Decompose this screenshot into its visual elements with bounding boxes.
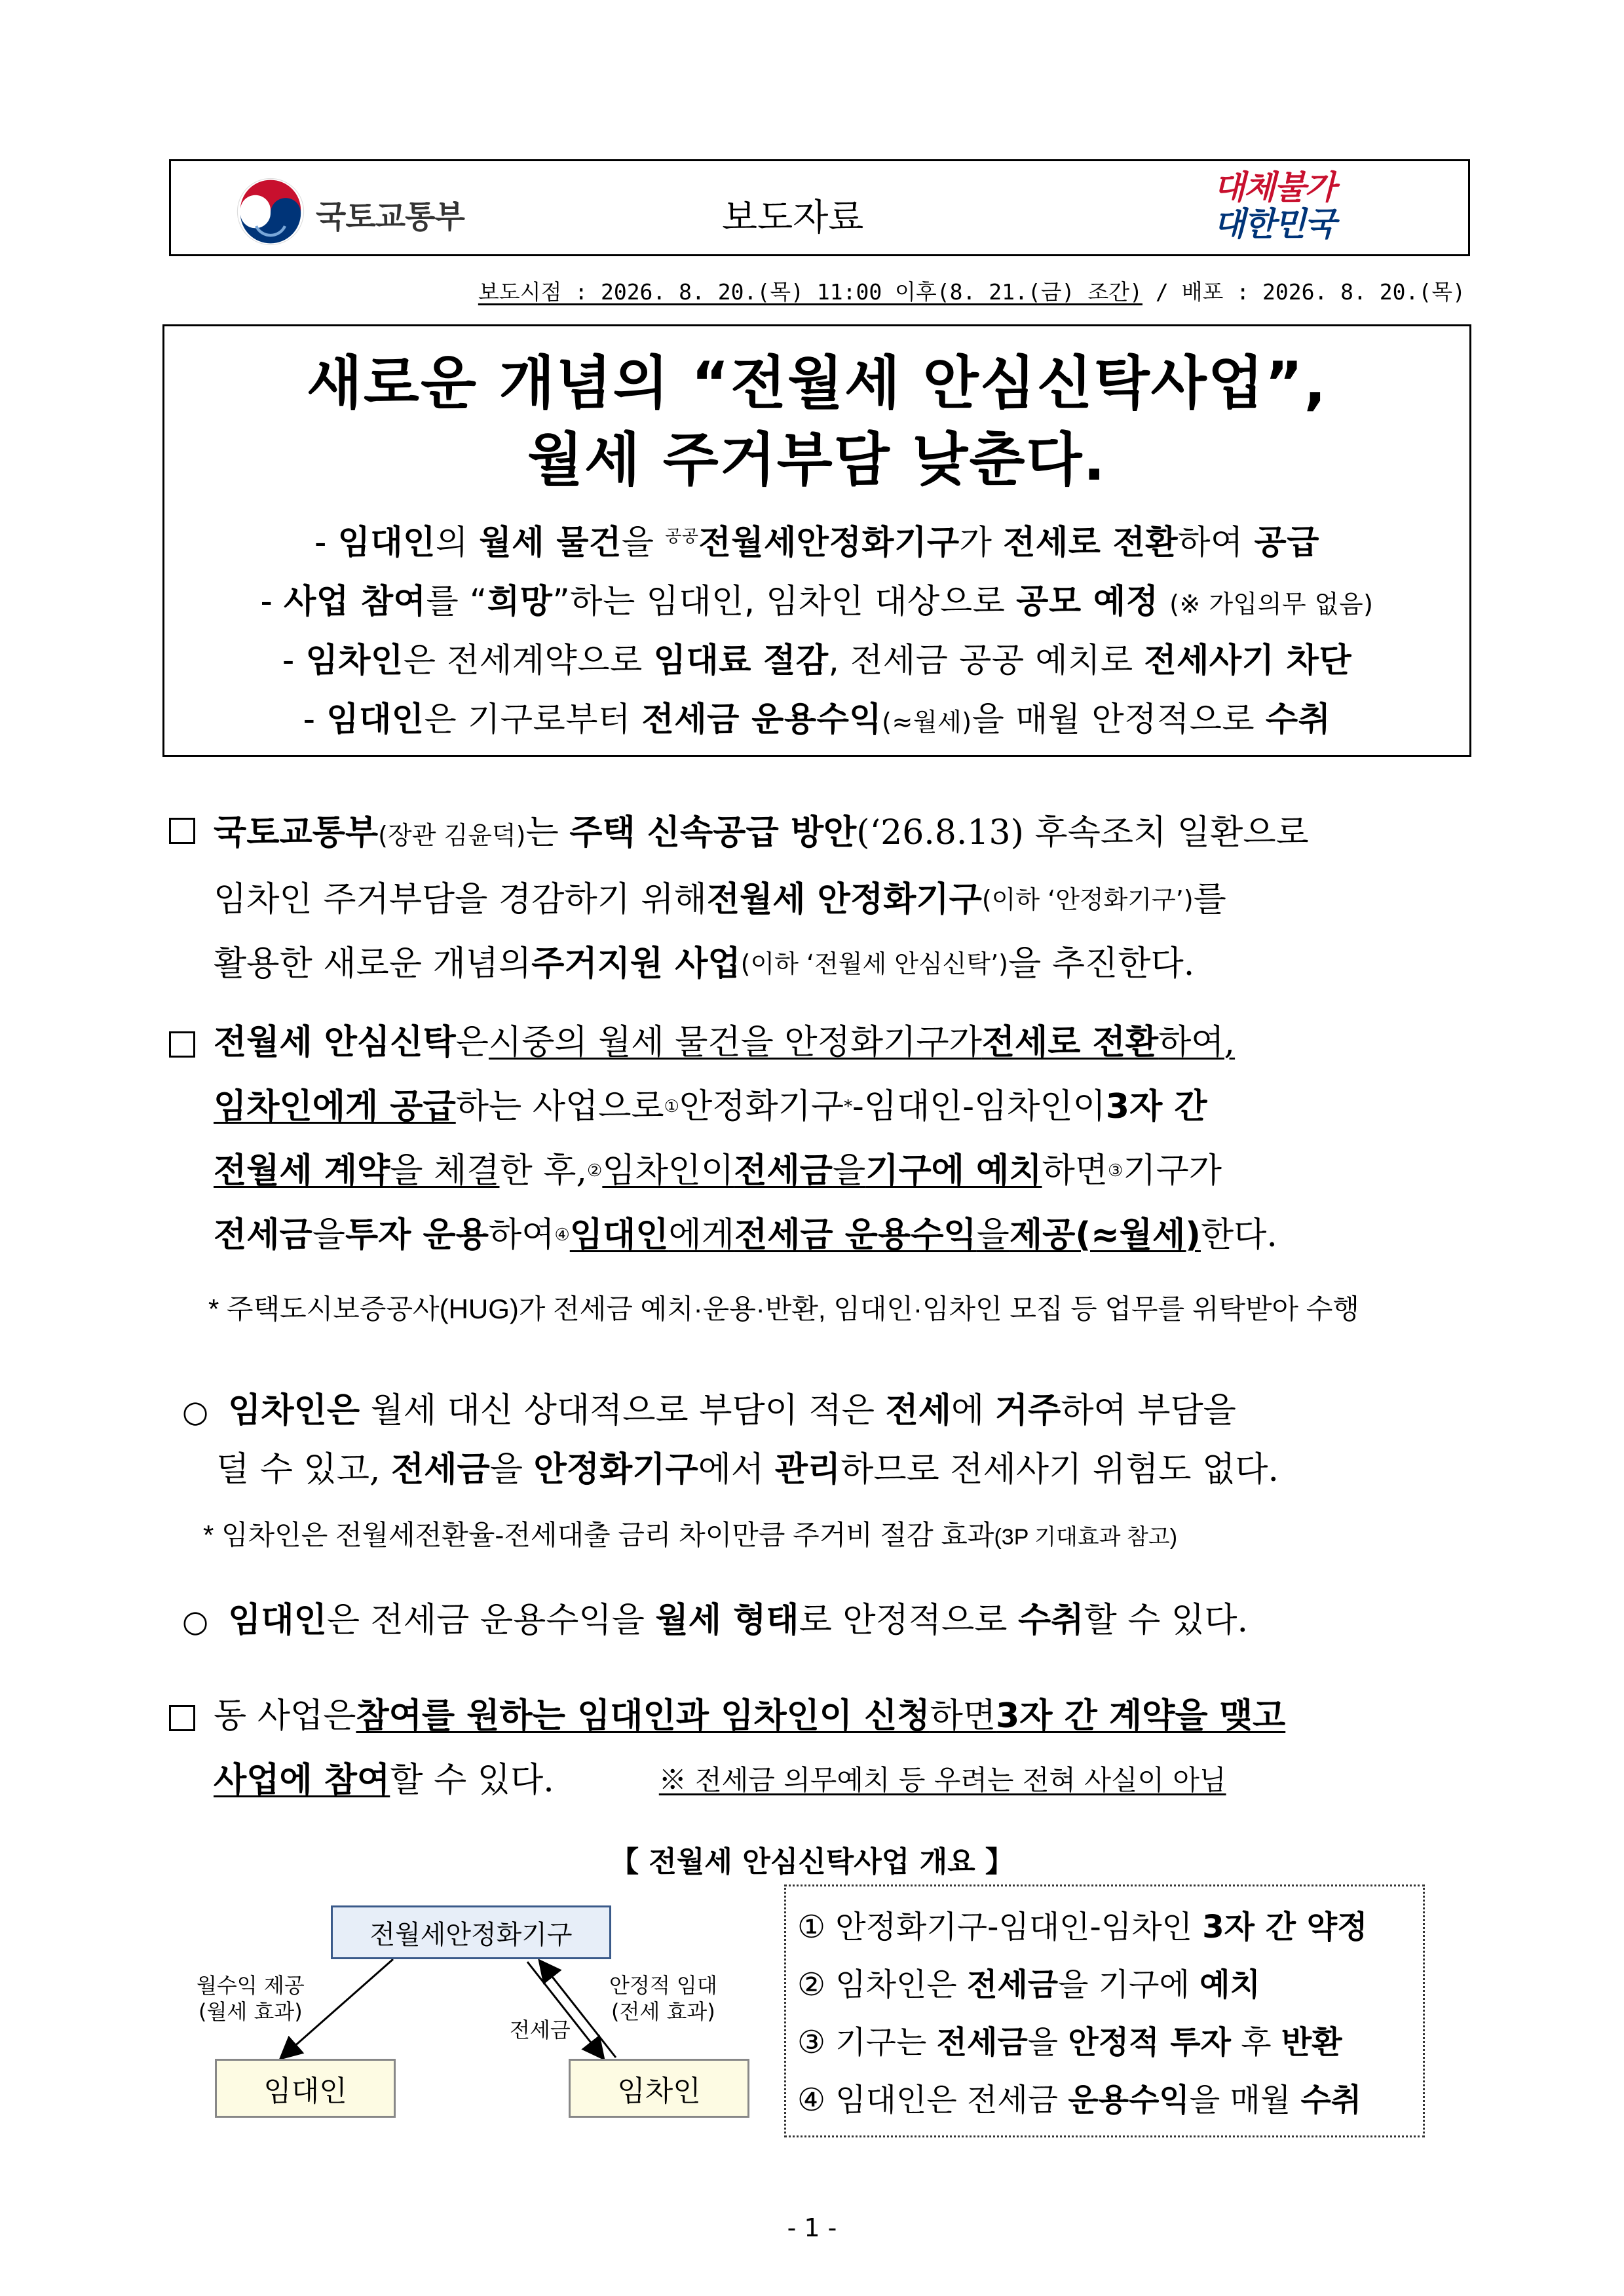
step-4: ④ 임대인은 전세금 운용수익을 매월 수취: [797, 2082, 1362, 2118]
circle-bullet-icon: ○: [182, 1603, 209, 1639]
slogan-line-1: 대체불가: [1213, 168, 1335, 206]
subpoint-2: - 사업 참여를 “희망”하는 임대인, 임차인 대상으로 공모 예정 (※ 가입의무 없음): [260, 583, 1374, 621]
node-tenant: 임차인: [569, 2059, 749, 2118]
circle-bullet-icon: ○: [182, 1394, 209, 1429]
paragraph-2-line-2: 임차인에게 공급 하는 사업으로 ① 안정화기구 * -임대인-임차인이 3자 간: [214, 1087, 1207, 1126]
subpoint-1: - 임대인의 월세 물건을 $^{공공}$전월세안정화기구가 전세로 전환하여 공급: [314, 524, 1319, 562]
node-stabilization-agency: 전월세안정화기구: [331, 1905, 611, 1959]
slogan-logo: [1189, 169, 1359, 248]
label-stable-lease: 안정적 임대 (전세 효과): [609, 1973, 717, 2024]
paragraph-3-line-2: 사업에 참여 할 수 있다. ※ 전세금 의무예치 등 우려는 전혀 사실이 아님: [169, 1748, 1473, 1812]
paragraph-3: [169, 1684, 1473, 1812]
distribution-date: / 배포 : 2026. 8. 20.(목): [1142, 279, 1465, 305]
slogan-line-2: 대한민국: [1213, 205, 1335, 243]
paragraph-1-line-1: 국토교통부(장관 김윤덕)는 주택 신속공급 방안(‘26.8.13) 후속조치 일환으로: [169, 801, 1473, 868]
arrow-tenant-to-agency: [540, 1962, 616, 2057]
paragraph-3-line-1: 동 사업은 참여를 원하는 임대인과 임차인이 신청 하면 3자 간 계약을 맺고: [169, 1684, 1473, 1748]
step-3: ③ 기구는 전세금을 안정적 투자 후 반환: [797, 2024, 1342, 2061]
label-deposit: 전세금: [510, 2018, 571, 2042]
ministry-name: 국토교통부: [316, 199, 464, 235]
subpoint-4: - 임대인은 기구로부터 전세금 운용수익(≈월세)을 매월 안정적으로 수취: [303, 700, 1331, 739]
headline-line-1: 새로운 개념의 “전월세 안심신탁사업”,: [306, 349, 1328, 417]
taegeuk-logo-icon: [235, 176, 307, 248]
subpoint-3: - 임차인은 전세계약으로 임대료 절감, 전세금 공공 예치로 전세사기 차단: [282, 641, 1352, 680]
paragraph-2-line-1: 전월세 안심신탁 은 시중의 월세 물건을 안정화기구가 전세로 전환 하여,: [169, 1010, 1473, 1075]
paragraph-2-line-3: 전월세 계약 을 체결 한 후, ② 임차인이 전세금 을 기구에 예치 하면 ③ 기구가: [214, 1151, 1222, 1191]
step-2: ② 임차인은 전세금을 기구에 예치: [797, 1966, 1260, 2003]
rumor-clarification-note: ※ 전세금 의무예치 등 우려는 전혀 사실이 아님: [658, 1764, 1226, 1796]
checkbox-square-icon: [169, 1031, 195, 1058]
paragraph-1-line-2: 임차인 주거부담을 경감하기 위해 전월세 안정화기구 (이하 ‘안정화기구’) 를: [214, 880, 1226, 919]
paragraph-1-line-3: 활용한 새로운 개념의 주거지원 사업 (이하 ‘전월세 안심신탁’) 을 추진한다.: [214, 944, 1195, 984]
paragraph-2: [169, 1010, 1473, 1267]
paragraph-2-line-4: 전세금 을 투자 운용 하여 ④ 임대인 에게 전세금 운용수익 을 제공(≈월세) 한다.: [214, 1215, 1277, 1255]
release-time: 보도시점 : 2026. 8. 20.(목) 11:00 이후(8. 21.(금) 조간): [478, 279, 1142, 305]
document-type: 보도자료: [722, 197, 864, 239]
label-monthly-income: 월수익 제공 (월세 효과): [197, 1973, 305, 2024]
diagram-title: 【 전월세 안심신탁사업 개요 】: [610, 1845, 1014, 1879]
checkbox-square-icon: [169, 818, 195, 844]
release-info: [478, 275, 1465, 306]
footnote-hug: * 주택도시보증공사(HUG)가 전세금 예치·운용·반환, 임대인·임차인 모집 등 업무를 위탁받아 수행: [208, 1293, 1359, 1324]
step-1: ① 안정화기구-임대인-임차인 3자 간 약정: [797, 1909, 1368, 1945]
bullet-tenant-line-1: ○ 임차인은 월세 대신 상대적으로 부담이 적은 전세에 거주하여 부담을: [182, 1391, 1236, 1430]
node-landlord: 임대인: [215, 2059, 396, 2118]
page-number: - 1 -: [787, 2213, 837, 2242]
arrow-agency-to-tenant: [527, 1962, 603, 2057]
paragraph-1: [169, 801, 1473, 996]
headline-line-2: 월세 주거부담 낮춘다.: [527, 426, 1106, 493]
checkbox-square-icon: [169, 1705, 195, 1731]
bullet-landlord: ○ 임대인은 전세금 운용수익을 월세 형태로 안정적으로 수취할 수 있다.: [182, 1601, 1249, 1640]
bullet-tenant-line-2: 덜 수 있고, 전세금을 안정화기구에서 관리하므로 전세사기 위험도 없다.: [216, 1450, 1279, 1489]
footnote-savings: * 임차인은 전월세전환율-전세대출 금리 차이만큼 주거비 절감 효과(3P 기대효과 참고): [203, 1520, 1178, 1550]
